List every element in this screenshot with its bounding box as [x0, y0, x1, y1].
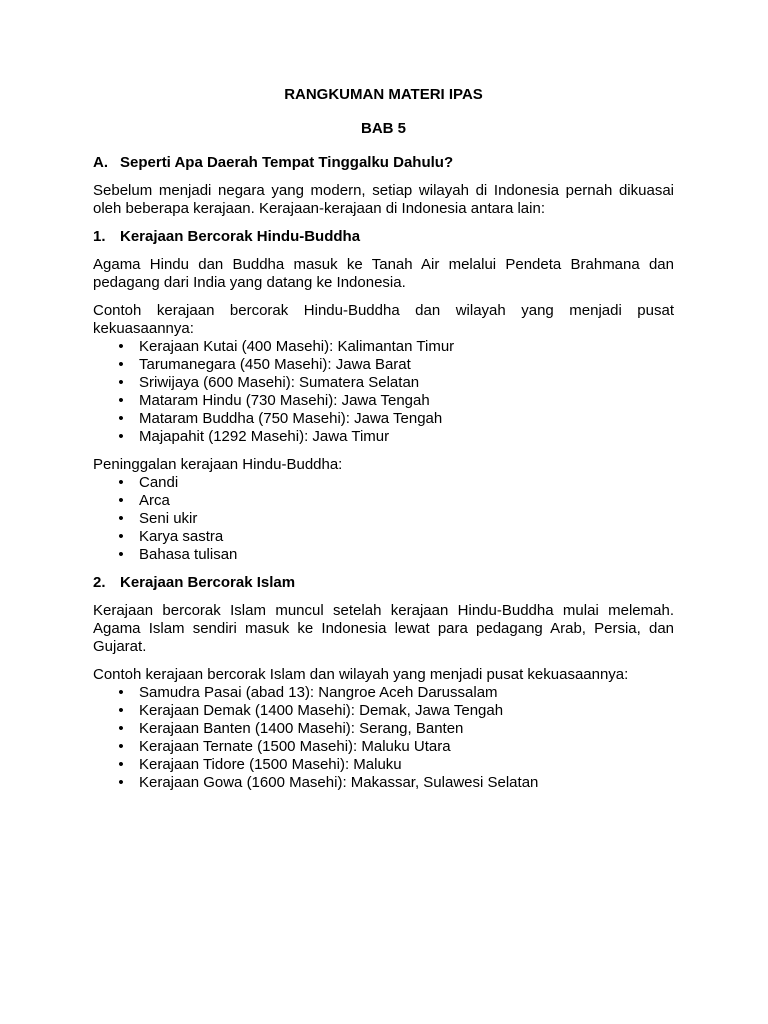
- list-item-text: Kerajaan Banten (1400 Masehi): Serang, Banten: [139, 720, 464, 737]
- list-item-text: Samudra Pasai (abad 13): Nangroe Aceh Darussalam: [139, 684, 498, 701]
- hindu-buddha-legacy-list: [93, 474, 674, 564]
- subsection-2-para1-line-2: Agama Islam sendiri masuk ke Indonesia lewat para pedagang Arab, Persia, dan: [93, 620, 674, 637]
- list-item: [93, 510, 674, 528]
- list-item-text: Kerajaan Demak (1400 Masehi): Demak, Jawa Tengah: [139, 702, 504, 719]
- subsection-1-paragraph-1: [93, 256, 674, 292]
- subsection-2-paragraph-2: Contoh kerajaan bercorak Islam dan wilayah yang menjadi pusat kekuasaannya:: [93, 666, 629, 683]
- bullet-icon: •: [118, 528, 124, 545]
- list-item: [93, 684, 674, 702]
- list-item: [93, 474, 674, 492]
- list-item: [93, 410, 674, 428]
- list-item: [93, 720, 674, 738]
- list-item-text: Bahasa tulisan: [139, 546, 238, 563]
- subsection-1-para2-line-1: Contoh kerajaan bercorak Hindu-Buddha dan wilayah yang menjadi pusat: [93, 302, 674, 319]
- bullet-icon: •: [118, 428, 124, 445]
- list-item-text: Mataram Hindu (730 Masehi): Jawa Tengah: [139, 392, 430, 409]
- hindu-buddha-kingdom-list: [93, 338, 674, 446]
- bullet-icon: •: [118, 410, 124, 427]
- list-item-text: Kerajaan Ternate (1500 Masehi): Maluku Utara: [139, 738, 451, 755]
- section-a-marker: A.: [93, 154, 108, 171]
- section-a-heading: [93, 154, 674, 172]
- legacy-intro: Peninggalan kerajaan Hindu-Buddha:: [93, 456, 343, 473]
- bullet-icon: •: [118, 510, 124, 527]
- bullet-icon: •: [118, 356, 124, 373]
- document-title: RANGKUMAN MATERI IPAS: [284, 86, 483, 103]
- bullet-icon: •: [118, 392, 124, 409]
- subsection-2-heading: [93, 574, 674, 592]
- subsection-1-para1-line-1: Agama Hindu dan Buddha masuk ke Tanah Air melalui Pendeta Brahmana dan: [93, 256, 674, 273]
- bullet-icon: •: [118, 492, 124, 509]
- subsection-2-heading-text: Kerajaan Bercorak Islam: [120, 574, 296, 591]
- subsection-2-para1-line-1: Kerajaan bercorak Islam muncul setelah kerajaan Hindu-Buddha mulai melemah.: [93, 602, 674, 619]
- list-item-text: Candi: [139, 474, 179, 491]
- list-item: [93, 738, 674, 756]
- list-item: [93, 356, 674, 374]
- list-item-text: Mataram Buddha (750 Masehi): Jawa Tengah: [139, 410, 443, 427]
- list-item: [93, 528, 674, 546]
- list-item: [93, 774, 674, 792]
- section-a-intro-line-2: oleh beberapa kerajaan. Kerajaan-kerajaan di Indonesia antara lain:: [93, 200, 545, 217]
- subsection-1-heading-text: Kerajaan Bercorak Hindu-Buddha: [120, 228, 361, 245]
- bullet-icon: •: [118, 546, 124, 563]
- list-item: [93, 546, 674, 564]
- chapter-title: BAB 5: [360, 120, 406, 137]
- bullet-icon: •: [118, 720, 124, 737]
- subsection-2-marker: 2.: [93, 574, 106, 591]
- list-item: [93, 374, 674, 392]
- list-item: [93, 702, 674, 720]
- bullet-icon: •: [118, 756, 124, 773]
- subsection-1-heading: [93, 228, 674, 246]
- subsection-1-marker: 1.: [93, 228, 106, 245]
- list-item-text: Tarumanegara (450 Masehi): Jawa Barat: [139, 356, 411, 373]
- list-item-text: Kerajaan Gowa (1600 Masehi): Makassar, Sulawesi Selatan: [139, 774, 539, 791]
- bullet-icon: •: [118, 684, 124, 701]
- subsection-2-paragraph-1: [93, 602, 674, 656]
- list-item: [93, 756, 674, 774]
- list-item-text: Kerajaan Tidore (1500 Masehi): Maluku: [139, 756, 402, 773]
- section-a-heading-text: Seperti Apa Daerah Tempat Tinggalku Dahulu?: [120, 154, 454, 171]
- section-a-intro-line-1: Sebelum menjadi negara yang modern, setiap wilayah di Indonesia pernah dikuasai: [93, 182, 674, 199]
- islamic-kingdom-list: [93, 684, 674, 792]
- subsection-2-para1-line-3: Gujarat.: [93, 638, 147, 655]
- bullet-icon: •: [118, 474, 124, 491]
- bullet-icon: •: [118, 738, 124, 755]
- bullet-icon: •: [118, 338, 124, 355]
- subsection-1-para1-line-2: pedagang dari India yang datang ke Indonesia.: [93, 274, 406, 291]
- bullet-icon: •: [118, 702, 124, 719]
- list-item-text: Sriwijaya (600 Masehi): Sumatera Selatan: [139, 374, 420, 391]
- list-item: [93, 492, 674, 510]
- bullet-icon: •: [118, 374, 124, 391]
- document-body: [93, 86, 674, 792]
- list-item: [93, 338, 674, 356]
- list-item-text: Seni ukir: [139, 510, 198, 527]
- list-item-text: Kerajaan Kutai (400 Masehi): Kalimantan Timur: [139, 338, 455, 355]
- list-item: [93, 392, 674, 410]
- section-a-intro: [93, 182, 674, 218]
- list-item-text: Majapahit (1292 Masehi): Jawa Timur: [139, 428, 390, 445]
- list-item: [93, 428, 674, 446]
- subsection-1-para2-line-2: kekuasaannya:: [93, 320, 194, 337]
- bullet-icon: •: [118, 774, 124, 791]
- list-item-text: Karya sastra: [139, 528, 224, 545]
- subsection-1-paragraph-2: [93, 302, 674, 338]
- list-item-text: Arca: [139, 492, 170, 509]
